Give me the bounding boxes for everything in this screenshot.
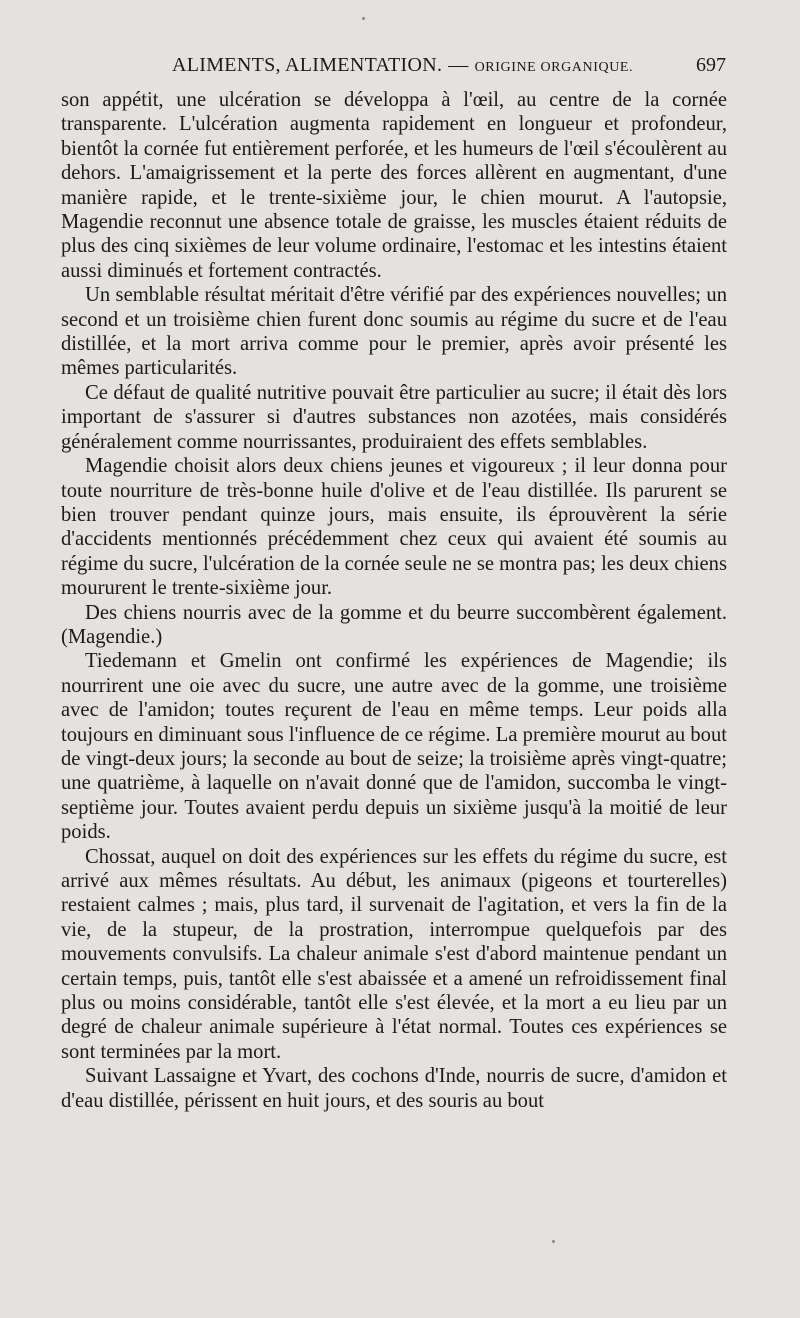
page-number: 697 xyxy=(696,54,726,76)
paragraph: Des chiens nourris avec de la gomme et du beurre succombèrent également. (Magendie.) xyxy=(61,601,727,648)
paragraph: Ce défaut de qualité nutritive pouvait être particulier au sucre; il était dès lors important de s'assurer si d'autres substances non azotées, mais considérés généralement comme nourrissantes, produiraient des effets semblables. xyxy=(61,381,727,453)
paragraph: Suivant Lassaigne et Yvart, des cochons d'Inde, nourris de sucre, d'amidon et d'eau distillée, périssent en huit jours, et des souris au bout xyxy=(61,1065,727,1112)
paragraph: Un semblable résultat méritait d'être vérifié par des expériences nouvelles; un second et un troisième chien furent donc soumis au régime du sucre et de l'eau distillée, et la mort arriva comme pour le premier, après avoir présenté les mêmes particularités. xyxy=(61,284,727,380)
header-subtitle: ORIGINE ORGANIQUE. xyxy=(474,60,634,75)
paragraph: Tiedemann et Gmelin ont confirmé les expériences de Magendie; ils nourrirent une oie avec du sucre, une autre avec de la gomme, une troisième avec de l'amidon; toutes reçurent de l'eau en même temps. Leur poids alla toujours en diminuant sous l'influence de ce régime. La première mourut au bout de vingt-deux jours; la seconde au bout de seize; la troisième après vingt-quatre; une quatrième, à laquelle on n'avait donné que de l'amidon, succomba le vingt-septième jour. Toutes avaient perdu depuis un sixième jusqu'à la moitié de leur poids. xyxy=(61,650,727,844)
header-title: ALIMENTS, ALIMENTATION. xyxy=(172,54,443,76)
paragraph: Chossat, auquel on doit des expériences sur les effets du régime du sucre, est arrivé aux mêmes résultats. Au début, les animaux (pigeons et tourterelles) restaient calmes ; mais, plus tard, il survenait de l'agitation, et vers la fin de la vie, de la stupeur, de la prostration, interrompue quelquefois par des mouvements convulsifs. La chaleur animale s'est d'abord maintenue pendant un certain temps, puis, tantôt elle s'est abaissée et a amené un refroidissement final plus ou moins considérable, tantôt elle s'est élevée, et la mort a eu lieu par un degré de chaleur animale supérieure à l'état normal. Toutes ces expériences se sont terminées par la mort. xyxy=(61,845,727,1063)
print-speck xyxy=(362,17,365,20)
running-title xyxy=(172,54,633,77)
body-text xyxy=(61,88,727,1113)
paragraph: Magendie choisit alors deux chiens jeunes et vigoureux ; il leur donna pour toute nourriture de très-bonne huile d'olive et de l'eau distillée. Ils parurent se bien trouver pendant quinze jours, mais ensuite, ils éprouvèrent la série d'accidents mentionnés précédemment chez ceux qui avaient été soumis au régime du sucre, l'ulcération de la cornée seule ne se montra pas; les deux chiens moururent le trente-sixième jour. xyxy=(61,455,727,600)
running-header xyxy=(60,54,726,84)
print-speck xyxy=(552,1240,555,1243)
paragraph-continued: son appétit, une ulcération se développa à l'œil, au centre de la cornée transparente. L'ulcération augmenta rapidement en longueur et profondeur, bientôt la cornée fut entièrement perforée, et les humeurs de l'œil s'écoulèrent au dehors. L'amaigrissement et la perte des forces allèrent en augmentant, d'une manière rapide, et le trente-sixième jour, le chien mourut. A l'autopsie, Magendie reconnut une absence totale de graisse, les muscles étaient réduits de plus des cinq sixièmes de leur volume ordinaire, l'estomac et les intestins étaient aussi diminués et fortement contractés. xyxy=(61,89,727,282)
header-dash: — xyxy=(448,54,469,76)
